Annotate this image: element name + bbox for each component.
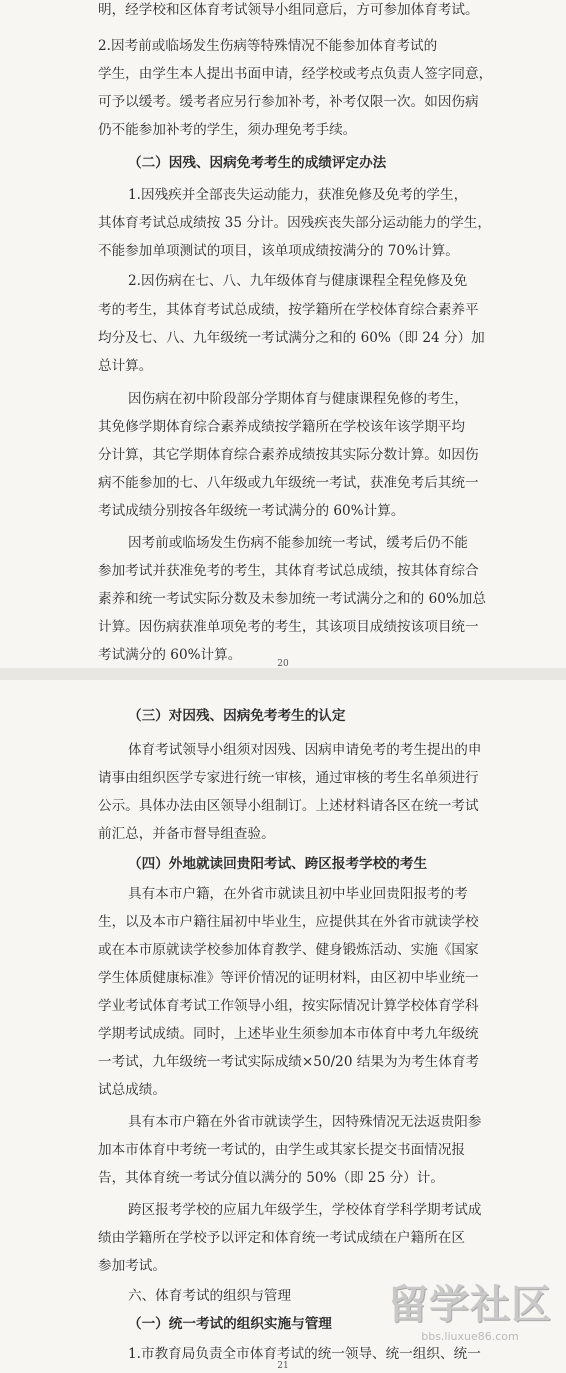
text-line: 其体育考试总成绩按 35 分计。因残疾丧失部分运动能力的学生， bbox=[98, 215, 491, 231]
text-line: 学期考试成绩。同时，上述毕业生须参加本市体育中考九年级统 bbox=[98, 1026, 479, 1042]
text-line: 其免修学期体育综合素养成绩按学籍所在学校该年该学期平均 bbox=[98, 419, 466, 435]
text-line: 考试成绩分别按各年级统一考试满分的 60%计算。 bbox=[98, 503, 405, 519]
text-line: 具有本市户籍在外省市就读学生，因特殊情况无法返贵阳参 bbox=[128, 1114, 482, 1130]
text-line: 参加考试。 bbox=[98, 1258, 166, 1274]
text-line: 具有本市户籍，在外省市就读且初中毕业回贵阳报考的考 bbox=[128, 886, 468, 902]
section-heading: （四）外地就读回贵阳考试、跨区报考学校的考生 bbox=[128, 856, 428, 872]
text-line: 1.市教育局负责全市体育考试的统一领导、统一组织、统一 bbox=[128, 1346, 481, 1362]
text-line: 告，其体育统一考试分值以满分的 50%（即 25 分）计。 bbox=[98, 1170, 444, 1186]
text-line: 学业考试体育考试工作领导小组，按实际情况计算学校体育学科 bbox=[98, 998, 479, 1014]
section-heading: 六、体育考试的组织与管理 bbox=[128, 1288, 292, 1304]
text-line: 明，经学校和区体育考试领导小组同意后，方可参加体育考试。 bbox=[98, 2, 479, 18]
text-line: 考的考生，其体育考试总成绩，按学籍所在学校体育综合素养平 bbox=[98, 302, 479, 318]
text-line: 体育考试领导小组须对因残、因病申请免考的考生提出的申 bbox=[128, 742, 482, 758]
text-line: 或在本市原就读学校参加体育教学、健身锻炼活动、实施《国家 bbox=[98, 942, 479, 958]
section-heading: （二）因残、因病免考考生的成绩评定办法 bbox=[128, 155, 387, 171]
section-heading: （一）统一考试的组织实施与管理 bbox=[128, 1316, 332, 1332]
text-line: 仍不能参加补考的学生，须办理免考手续。 bbox=[98, 122, 357, 138]
text-line: 公示。具体办法由区领导小组制订。上述材料请各区在统一考试 bbox=[98, 798, 479, 814]
watermark bbox=[388, 1273, 552, 1343]
text-line: 绩由学籍所在学校予以评定和体育统一考试成绩在户籍所在区 bbox=[98, 1230, 466, 1246]
text-line: 考试满分的 60%计算。 bbox=[98, 647, 242, 663]
text-line: 参加考试并获准免考的考生，其体育考试总成绩，按其体育综合 bbox=[98, 563, 479, 579]
text-line: 计算。因伤病获准单项免考的考生，其该项目成绩按该项目统一 bbox=[98, 619, 479, 635]
text-line: 因考前或临场发生伤病不能参加统一考试，缓考后仍不能 bbox=[128, 535, 468, 551]
text-line: 不能参加单项测试的项目，该单项成绩按满分的 70%计算。 bbox=[98, 243, 459, 259]
page-number: 20 bbox=[277, 659, 289, 669]
page-number: 21 bbox=[277, 1361, 289, 1371]
watermark-brand: 留学社区 bbox=[388, 1282, 552, 1328]
section-heading: （三）对因残、因病免考考生的认定 bbox=[128, 708, 346, 724]
page-gap bbox=[0, 668, 566, 680]
text-line: 2.因伤病在七、八、九年级体育与健康课程全程免修及免 bbox=[128, 273, 468, 289]
text-line: 试总成绩。 bbox=[98, 1082, 166, 1098]
text-line: 1.因残疾并全部丧失运动能力，获准免修及免考的学生， bbox=[128, 187, 468, 203]
text-line: 病不能参加的七、八年级或九年级统一考试，获准免考后其统一 bbox=[98, 475, 479, 491]
text-line: 分计算，其它学期体育综合素养成绩按其实际分数计算。如因伤 bbox=[98, 447, 479, 463]
text-line: 学生，由学生本人提出书面申请，经学校或考点负责人签字同意， bbox=[98, 66, 493, 82]
text-line: 2.因考前或临场发生伤病等特殊情况不能参加体育考试的 bbox=[98, 38, 438, 54]
text-line: 跨区报考学校的应届九年级学生，学校体育学科学期考试成 bbox=[128, 1202, 482, 1218]
text-line: 一考试，九年级统一考试实际成绩×50/20 结果为为考生体育考 bbox=[98, 1054, 480, 1070]
text-line: 均分及七、八、九年级统一考试满分之和的 60%（即 24 分）加 bbox=[98, 330, 485, 346]
text-line: 生，以及本市户籍往届初中毕业生，应提供其在外省市就读学校 bbox=[98, 914, 479, 930]
text-line: 加本市体育中考统一考试的，由学生或其家长提交书面情况报 bbox=[98, 1142, 466, 1158]
text-line: 总计算。 bbox=[98, 358, 153, 374]
text-line: 学生体质健康标准》等评价情况的证明材料，由区初中毕业统一 bbox=[98, 970, 479, 986]
text-line: 可予以缓考。缓考者应另行参加补考，补考仅限一次。如因伤病 bbox=[98, 94, 479, 110]
text-line: 前汇总，并备市督导组查验。 bbox=[98, 826, 275, 842]
text-line: 请事由组织医学专家进行统一审核，通过审核的考生名单须进行 bbox=[98, 770, 479, 786]
watermark-url: bbs.liuxue86.com bbox=[421, 1330, 519, 1343]
text-line: 素养和统一考试实际分数及未参加统一考试满分之和的 60%加总 bbox=[98, 591, 486, 607]
text-line: 因伤病在初中阶段部分学期体育与健康课程免修的考生， bbox=[128, 391, 468, 407]
